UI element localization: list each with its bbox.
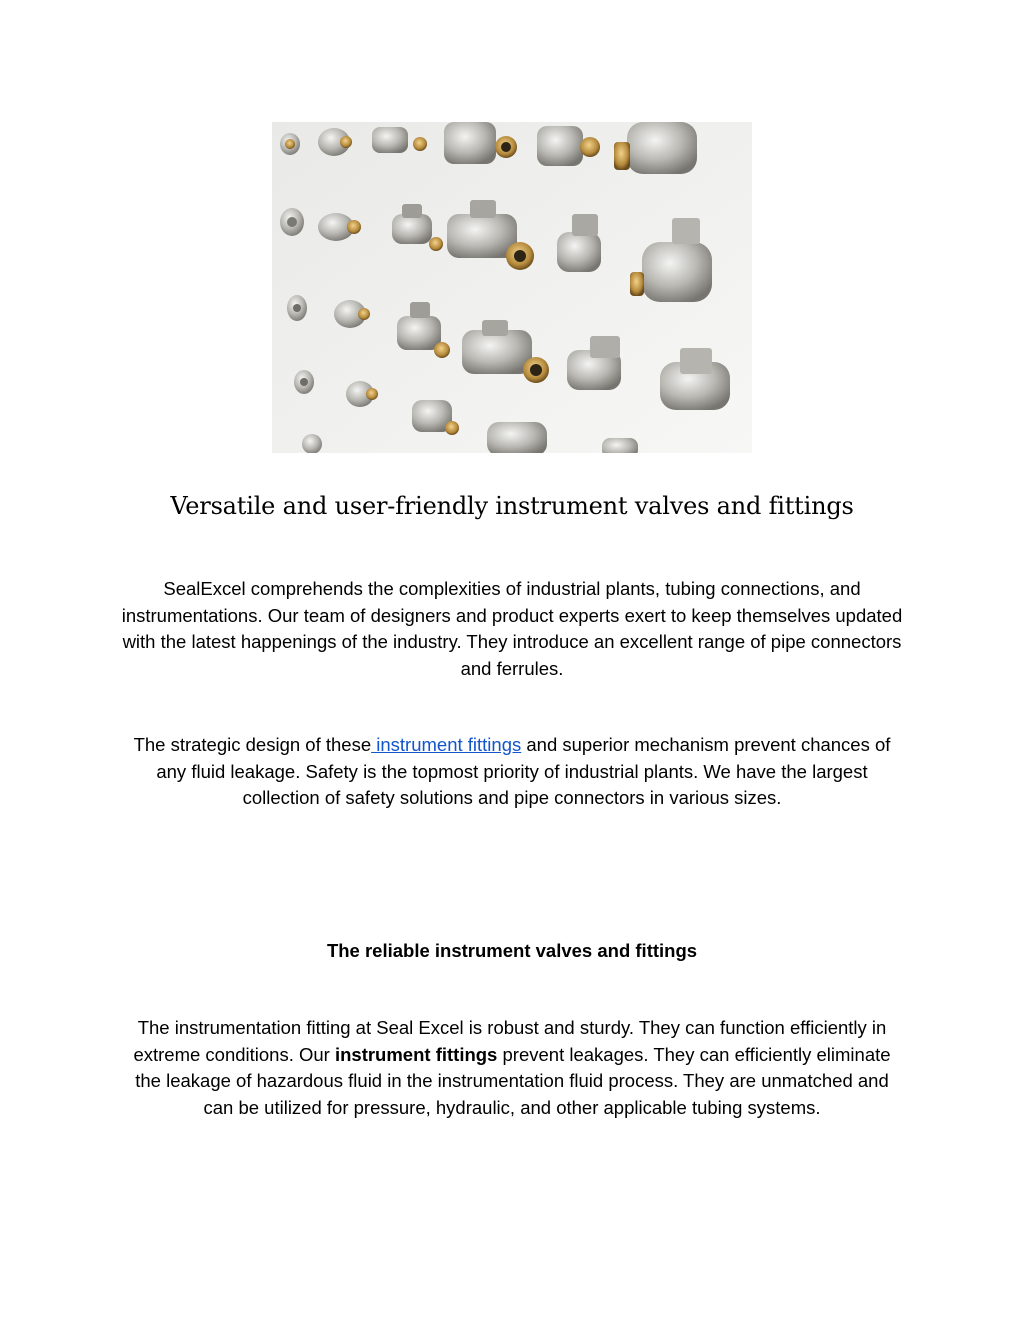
design-paragraph — [120, 732, 904, 812]
intro-paragraph: SealExcel comprehends the complexities of industrial plants, tubing connections, and instrumentations. Our team of designers and product experts exert to keep themselves updated with the latest happenings of the industry. They introduce an excellent range of pipe connectors and ferrules. — [121, 578, 903, 679]
design-paragraph-text-start: The strategic design of these — [133, 734, 372, 755]
reliability-paragraph-text-end: prevent leakages. They can efficiently eliminate the leakage of hazardous fluid in the instrumentation fluid process. They are unmatched and can be utilized for pressure, hydraulic, and other applicable tubing systems. — [135, 1043, 891, 1118]
page-heading: Versatile and user-friendly instrument valves and fittings — [170, 492, 854, 520]
reliability-paragraph-text-start: The instrumentation fitting at Seal Excel is robust and sturdy. They can function efficiently in extreme conditions. Our — [133, 1017, 887, 1065]
reliability-paragraph — [120, 1015, 904, 1121]
fittings-photo-graphic — [272, 122, 752, 453]
instrument-fittings-link[interactable]: instrument fittings — [371, 734, 522, 755]
design-paragraph-text-end: and superior mechanism prevent chances of any fluid leakage. Safety is the topmost priority of industrial plants. We have the largest collection of safety solutions and pipe connectors in various sizes. — [156, 734, 891, 809]
fittings-photo — [272, 122, 752, 453]
section-subheading: The reliable instrument valves and fittings — [326, 940, 698, 961]
bold-instrument-fittings: instrument fittings — [334, 1043, 498, 1065]
